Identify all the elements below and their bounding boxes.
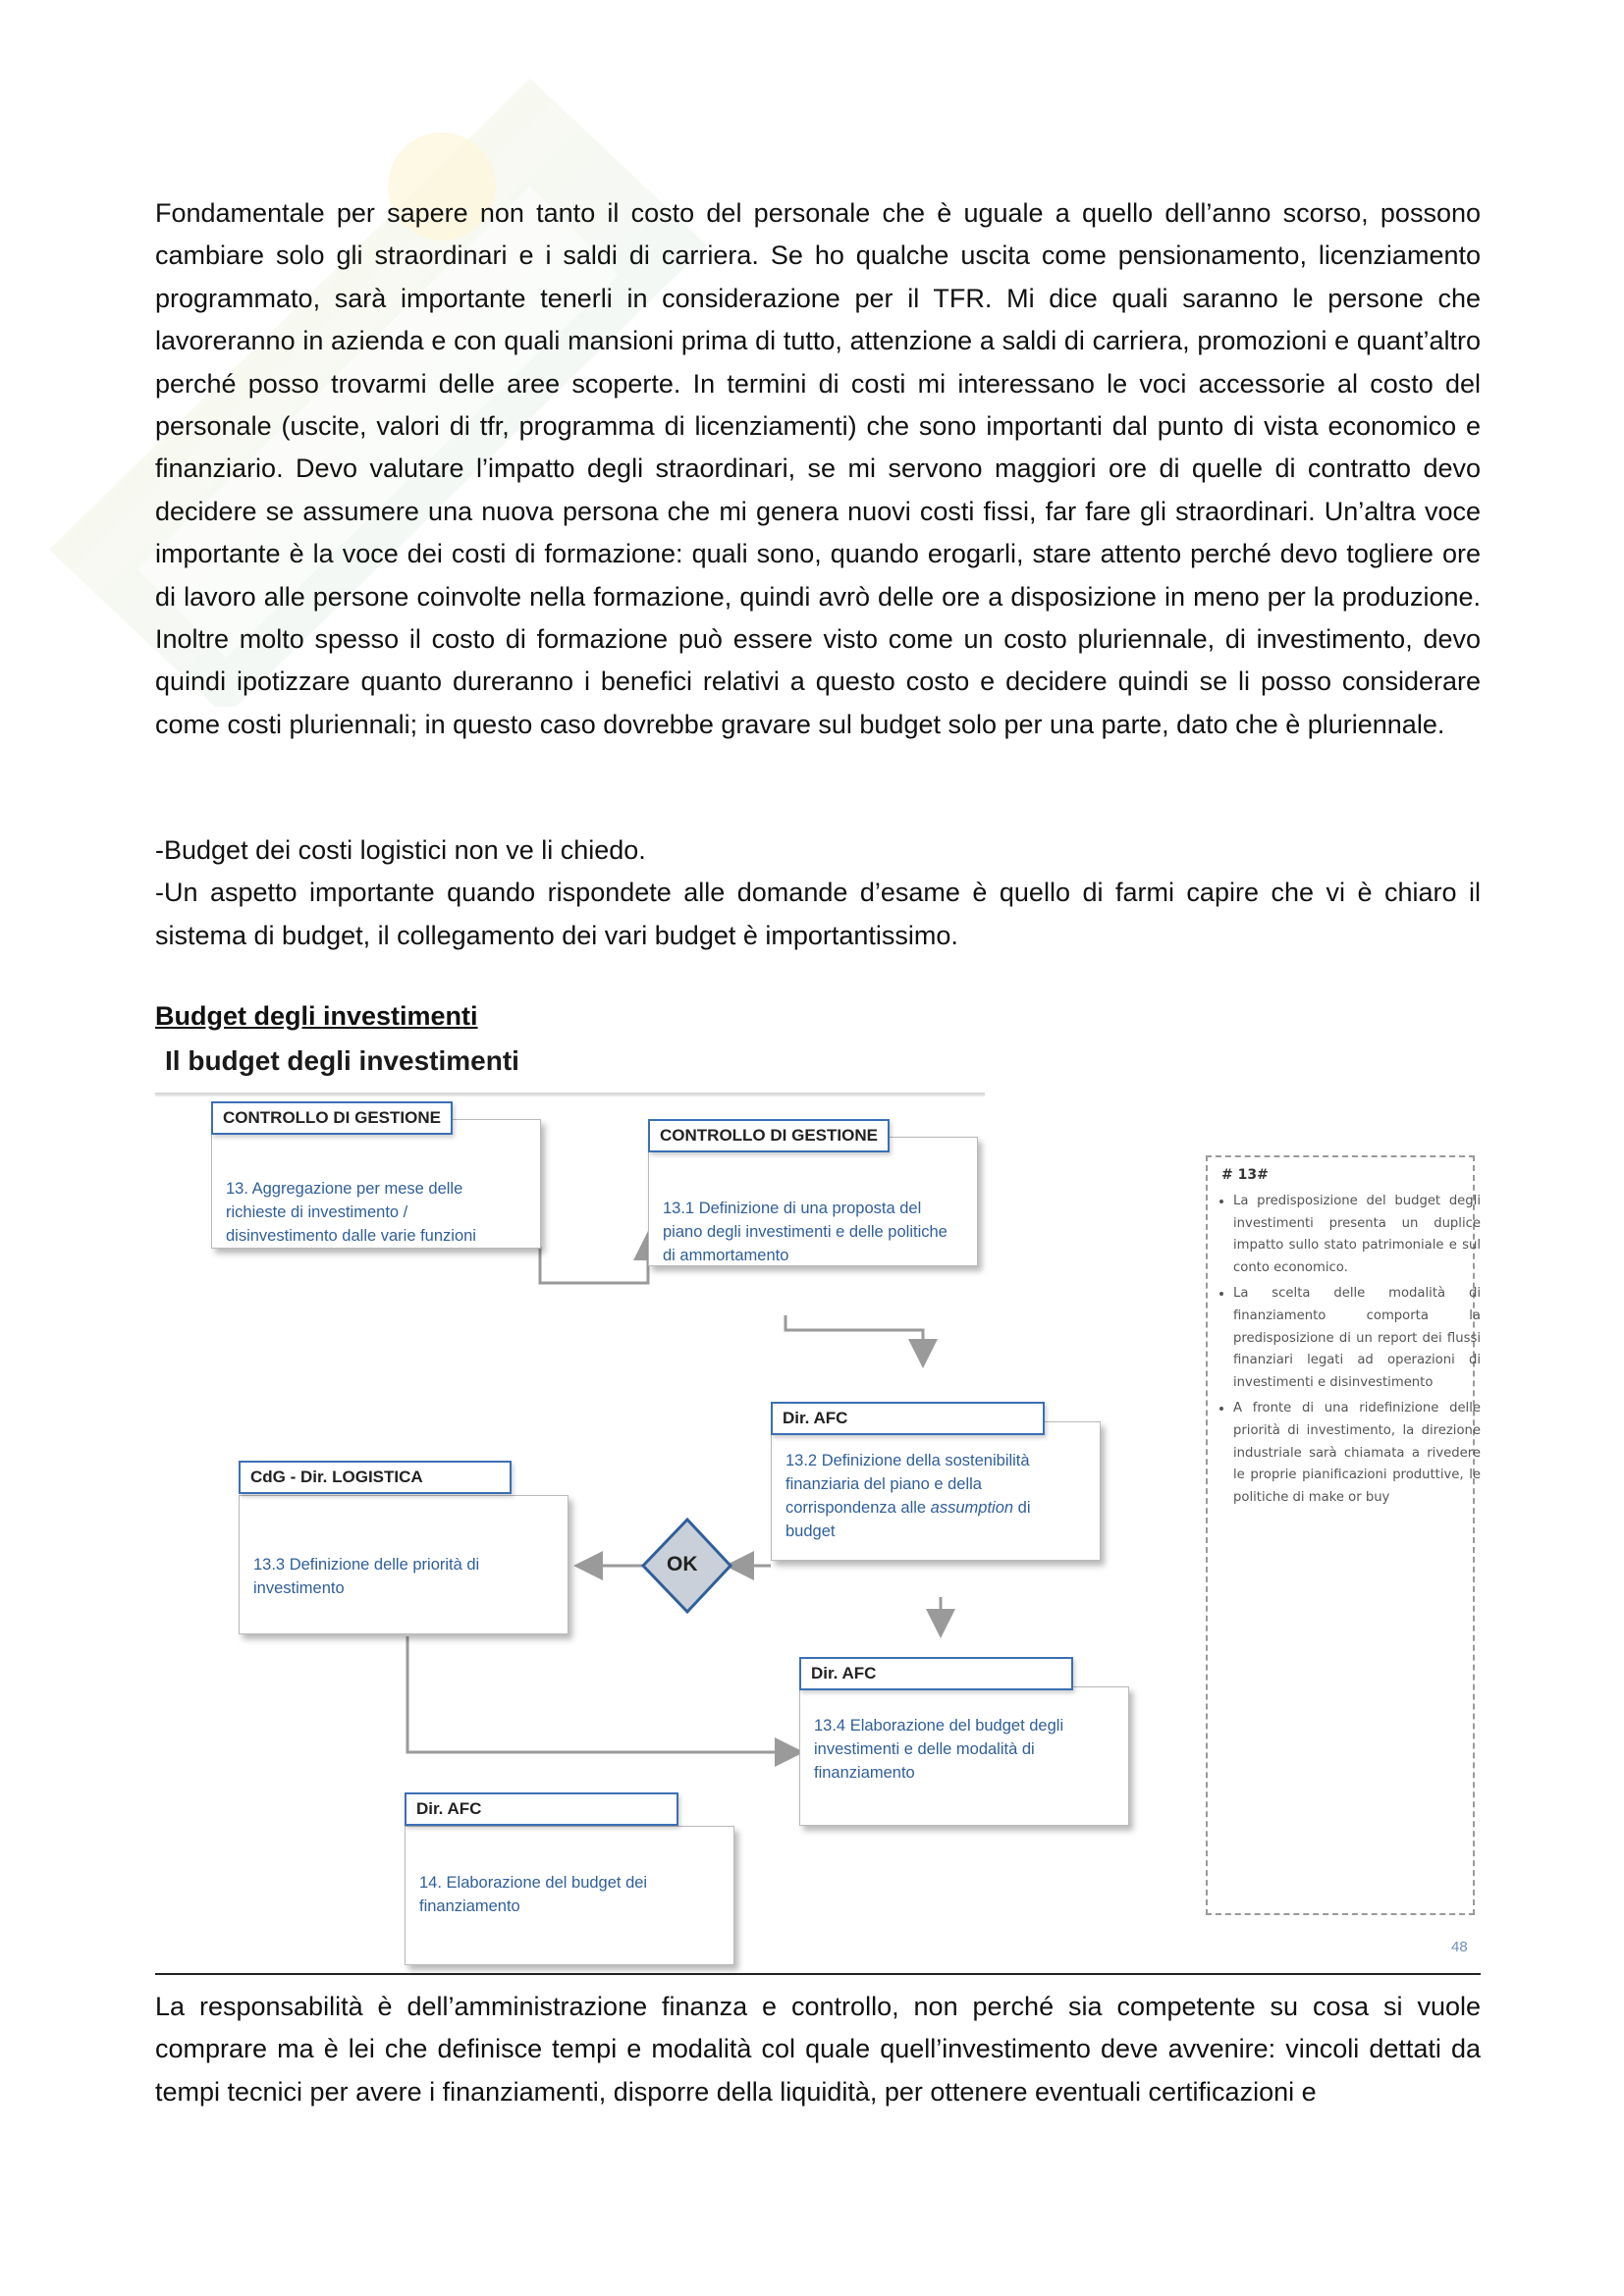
connector-13-1-to-13-2 (785, 1315, 923, 1362)
notes-title: # 13# (1221, 1167, 1269, 1183)
paragraph-responsibility (155, 1986, 1481, 2113)
step-14-text: 14. Elaborazione del budget dei finanziamento (419, 1874, 648, 1915)
slide-title: Il budget degli investimenti (165, 1045, 519, 1076)
slide-bottom-rule (155, 1973, 1481, 1975)
notes-panel (1206, 1155, 1481, 1915)
step-13-1-label: CONTROLLO DI GESTIONE (648, 1119, 890, 1152)
paragraph-personnel-costs (155, 192, 1481, 746)
step-13-box (211, 1119, 541, 1249)
step-13-2-text-end: di budget (785, 1499, 1031, 1540)
step-13-2-box (771, 1421, 1101, 1561)
step-13-3-box (239, 1495, 568, 1634)
connector-13-3-to-13-4 (407, 1636, 798, 1752)
note-line-2: -Un aspetto importante quando rispondete alle domande d’esame è quello di farmi capire che vi è chiaro il sistema di budget, il collegamento dei vari budget è importantissimo. (155, 878, 1481, 950)
step-13-2-text (785, 1449, 1080, 1543)
step-13-3-text: 13.3 Definizione delle priorità di investimento (253, 1556, 480, 1597)
paragraph-notes (155, 829, 1481, 957)
step-14-label: Dir. AFC (405, 1792, 678, 1826)
notes-item: • La predisposizione del budget degli investimenti presenta un duplice impatto sullo stato patrimoniale e sul conto economico. (1233, 1191, 1481, 1279)
connector-13-to-13-1 (540, 1237, 648, 1283)
step-13-1-text: 13.1 Definizione di una proposta del piano degli investimenti e delle politiche di ammortamento (663, 1200, 947, 1264)
step-13-2-text-italic: assumption (930, 1499, 1014, 1517)
ok-label: OK (667, 1553, 698, 1575)
note-line-1: -Budget dei costi logistici non ve li chiedo. (155, 835, 646, 865)
slide-page-number: 48 (1451, 1939, 1468, 1955)
step-13-2-label: Dir. AFC (771, 1402, 1045, 1435)
investment-budget-diagram (155, 1036, 1481, 1980)
notes-item: • La scelta delle modalità di finanziamento comporta la predisposizione di un report dei flussi finanziari legati ad operazioni di investimenti e disinvestimento (1233, 1283, 1481, 1394)
step-13-text: 13. Aggregazione per mese delle richieste di investimento / disinvestimento dalle varie funzioni (226, 1180, 476, 1245)
step-13-1-box (648, 1137, 978, 1266)
notes-item: • A fronte di una ridefinizione delle priorità di investimento, la direzione industriale sarà chiamata a rivedere le proprie pianificazioni produttive, le politiche di make or buy (1233, 1398, 1481, 1509)
step-13-3-label: CdG - Dir. LOGISTICA (239, 1461, 512, 1494)
step-14-box (405, 1826, 734, 1965)
paragraph-1-text: Fondamentale per sapere non tanto il costo del personale che è uguale a quello dell’anno scorso, possono cambiare solo gli straordinari e i saldi di carriera. Se ho qualche uscita come pensionamento, licenziamento programmato, sarà importante tenerli in considerazione per il TFR. Mi dice quali saranno le persone che lavoreranno in azienda e con quali mansioni prima di tutto, attenzione a saldi di carriera, promozioni e quant’altro perché posso trovarmi delle aree scoperte. In termini di costi mi interessano le voci accessorie al costo del personale (uscite, valori di tfr, programma di licenziamenti) che sono importanti dal punto di vista economico e finanziario. Devo valutare l’impatto degli straordinari, se mi servono maggiori ore di quelle di contratto devo decidere se assumere una nuova persona che mi genera nuovi costi fissi, far fare gli straordinari. Un’altra voce importante è la voce dei costi di formazione: quali sono, quando erogarli, stare attento perché devo togliere ore di lavoro alle persone coinvolte nella formazione, quindi avrò delle ore a disposizione in meno per la produzione. Inoltre molto spesso il costo di formazione può essere visto come un costo pluriennale, di investimento, devo quindi ipotizzare quanto dureranno i benefici relativi a questo costo e decidere quindi se li posso considerare come costi pluriennali; in questo caso dovrebbe gravare sul budget solo per una parte, dato che è pluriennale. (155, 198, 1481, 739)
notes-list (1218, 1191, 1481, 1513)
step-13-label: CONTROLLO DI GESTIONE (211, 1101, 453, 1135)
paragraph-3-text: La responsabilità è dell’amministrazione finanza e controllo, non perché sia competente su cosa si vuole comprare ma è lei che definisce tempi e modalità col quale quell’investimento deve avvenire: vincoli dettati da tempi tecnici per avere i finanziamenti, disporre della liquidità, per ottenere eventuali certificazioni e (155, 1992, 1481, 2107)
section-heading: Budget degli investimenti (155, 1001, 478, 1031)
step-13-2-text-start: 13.2 Definizione della sostenibilità finanziaria del piano e della corrispondenza alle (785, 1452, 1030, 1517)
step-13-4-text: 13.4 Elaborazione del budget degli investimenti e delle modalità di finanziamento (814, 1717, 1064, 1782)
step-13-4-label: Dir. AFC (799, 1657, 1073, 1690)
step-13-4-box (799, 1686, 1129, 1826)
